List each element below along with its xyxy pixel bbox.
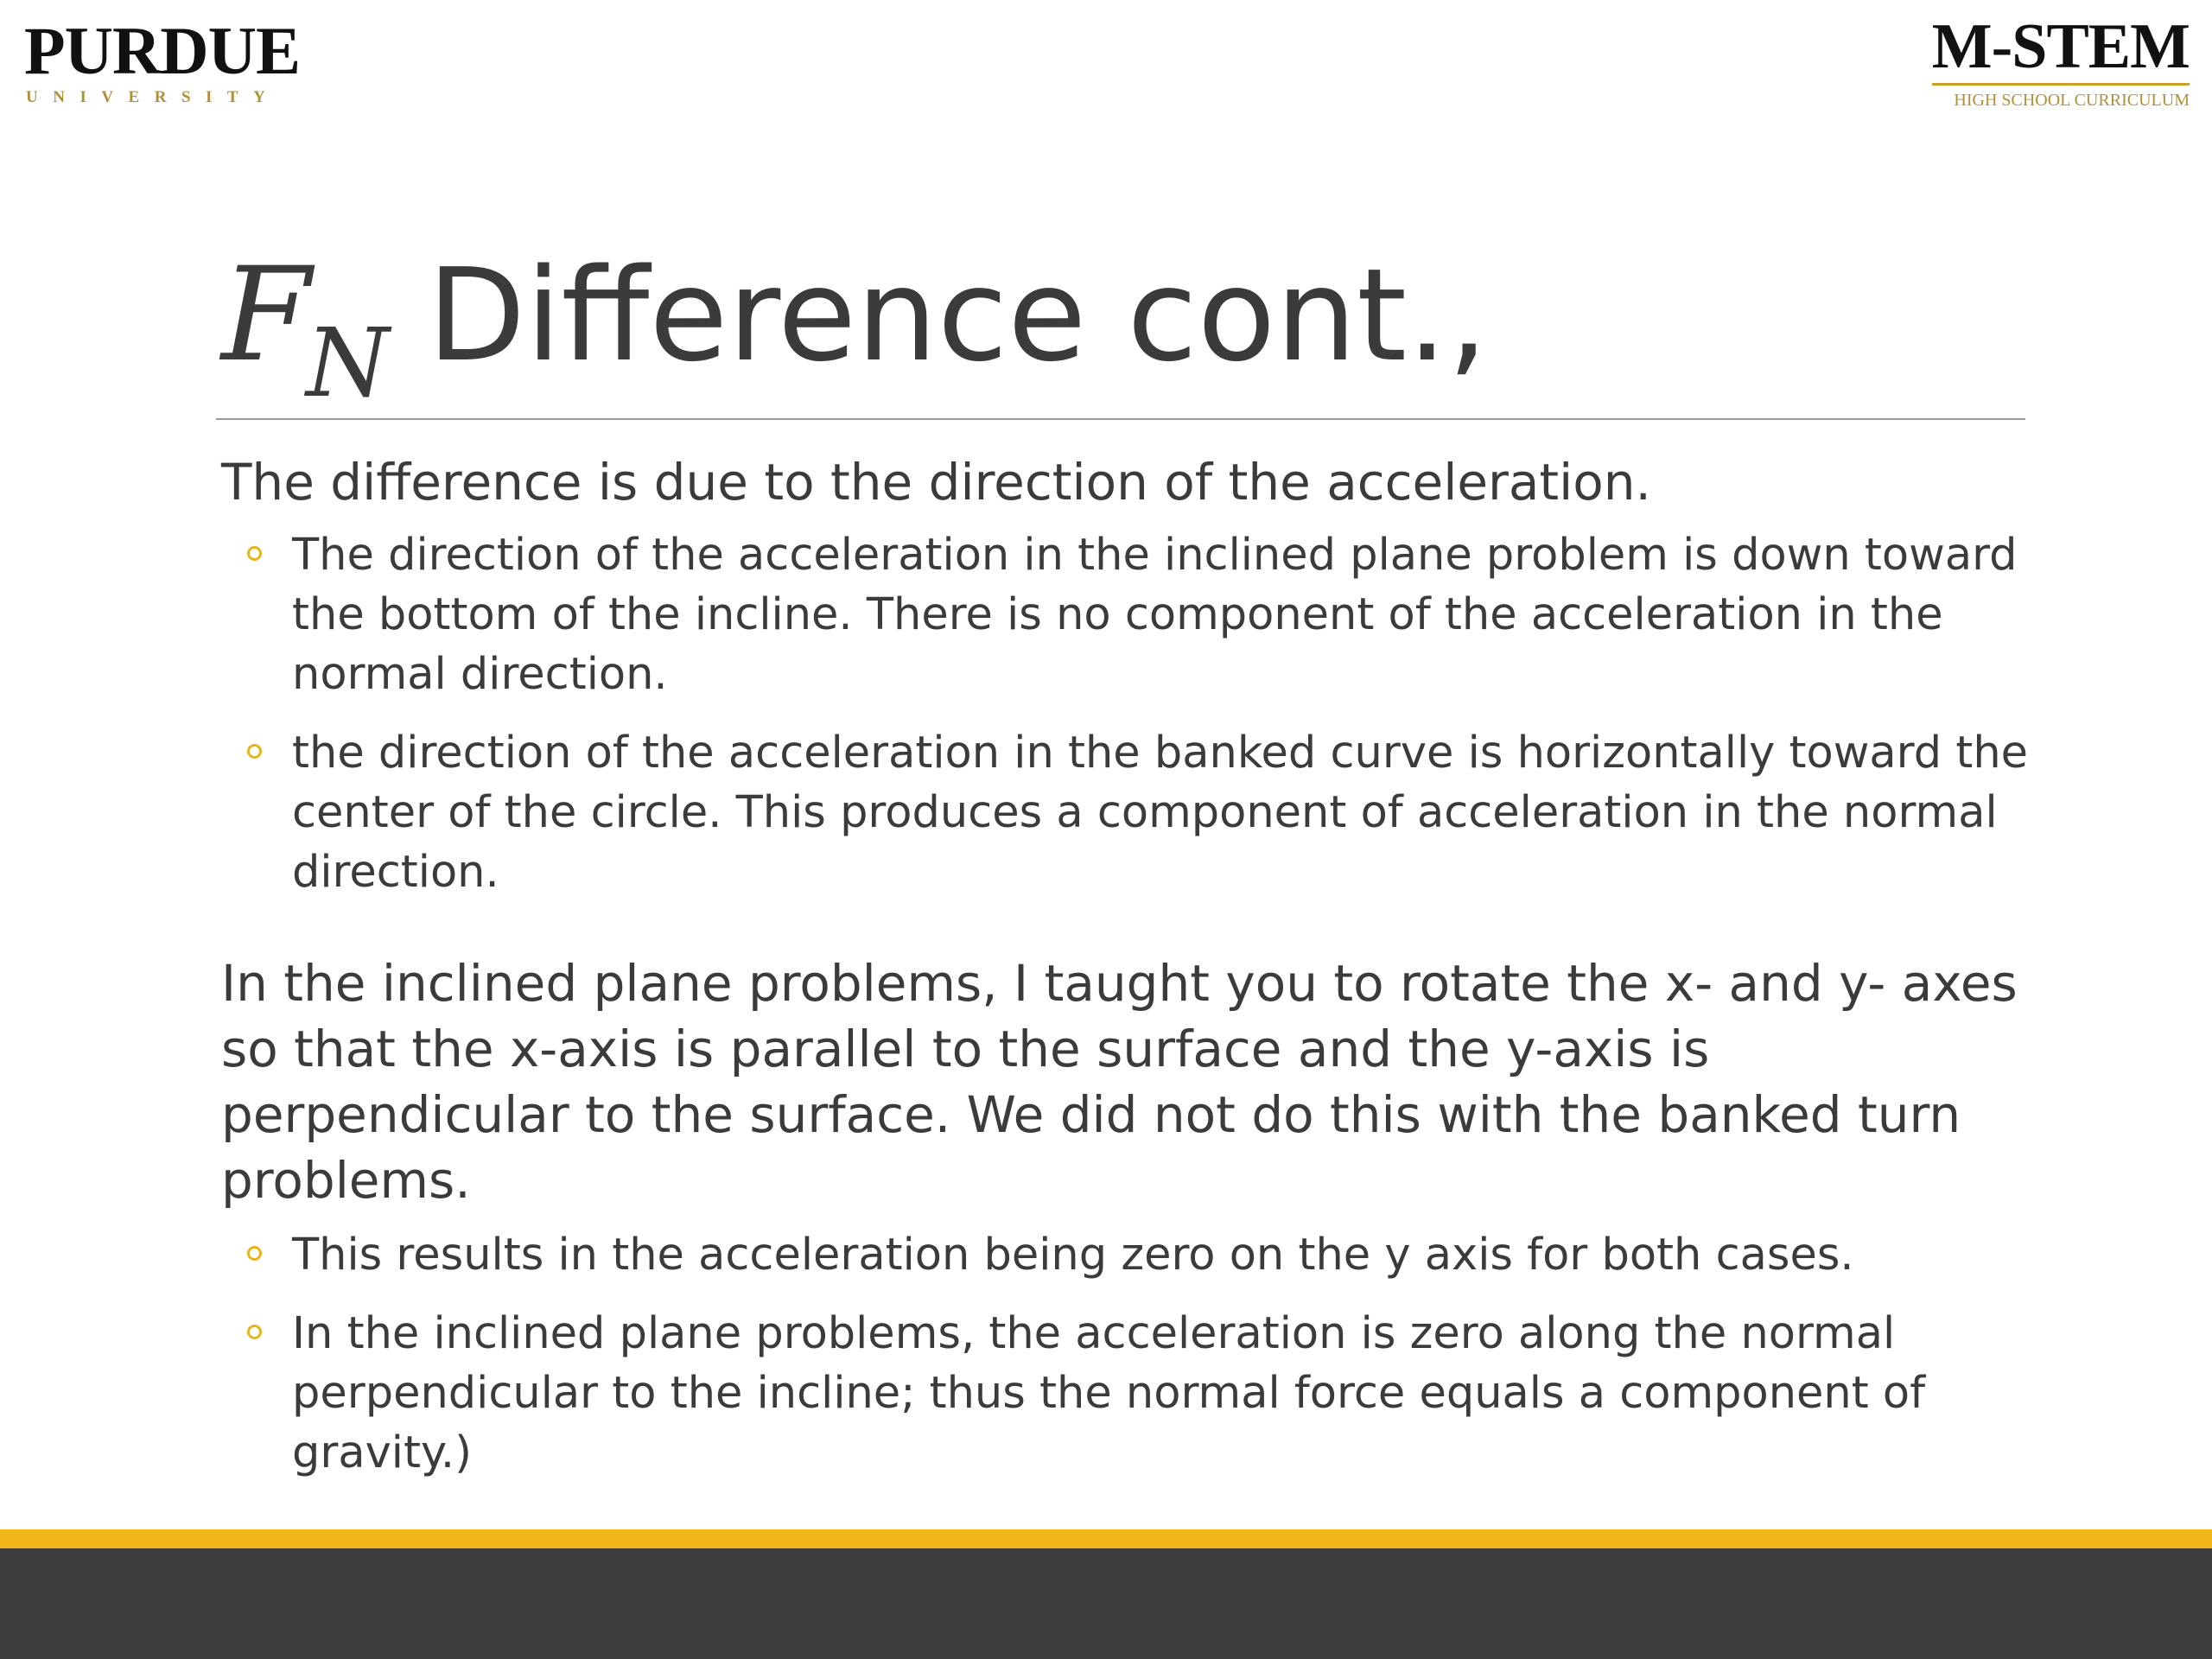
bullet-item	[221, 723, 2044, 902]
bullet-item	[221, 1304, 2044, 1483]
bullet-text: In the inclined plane problems, the acceleration is zero along the normal perpendicular to the incline; thus the normal force equals a component of gravity.)	[292, 1308, 1926, 1478]
bullet-item	[221, 1225, 2044, 1285]
bullet-item	[221, 525, 2044, 704]
purdue-logo-subtitle: UNIVERSITY	[26, 88, 281, 106]
bullet-text: the direction of the acceleration in the banked curve is horizontally toward the center of the circle. This produces a component of acceleration in the normal direction.	[292, 728, 2029, 898]
paragraph-direction: The difference is due to the direction of the acceleration.	[221, 453, 1651, 512]
bullet-text: The direction of the acceleration in the inclined plane problem is down toward the bottom of the incline. There is no component of the acceleration in the normal direction.	[292, 530, 2018, 700]
purdue-logo-wordmark: PURDUE	[24, 13, 300, 88]
bullet-icon	[247, 744, 262, 759]
bullet-icon	[247, 1325, 262, 1339]
purdue-logo	[24, 12, 301, 107]
title-formula	[221, 240, 390, 418]
title-divider	[216, 418, 2025, 420]
mstem-logo-subtitle: HIGH SCHOOL CURRICULUM	[1954, 91, 2190, 110]
slide-body	[221, 449, 2044, 1483]
title-text: Difference cont.,	[427, 241, 1489, 390]
footer-accent-bar	[0, 1529, 2212, 1548]
title-symbol: F	[221, 240, 312, 391]
bullet-icon	[247, 546, 262, 561]
bullet-text: This results in the acceleration being zero on the y axis for both cases.	[292, 1230, 1854, 1281]
mstem-logo-wordmark: M-STEM	[1932, 10, 2190, 86]
title-subscript: N	[306, 308, 390, 418]
footer-bar	[0, 1548, 2212, 1659]
mstem-logo	[1922, 10, 2190, 110]
bullet-icon	[247, 1246, 262, 1261]
paragraph-axes: In the inclined plane problems, I taught you to rotate the x- and y- axes so that the x-axis is parallel to the surface and the y-axis is perpendicular to the surface. We did not do this with the banked turn problems.	[221, 954, 2018, 1210]
slide-title	[221, 240, 1863, 418]
